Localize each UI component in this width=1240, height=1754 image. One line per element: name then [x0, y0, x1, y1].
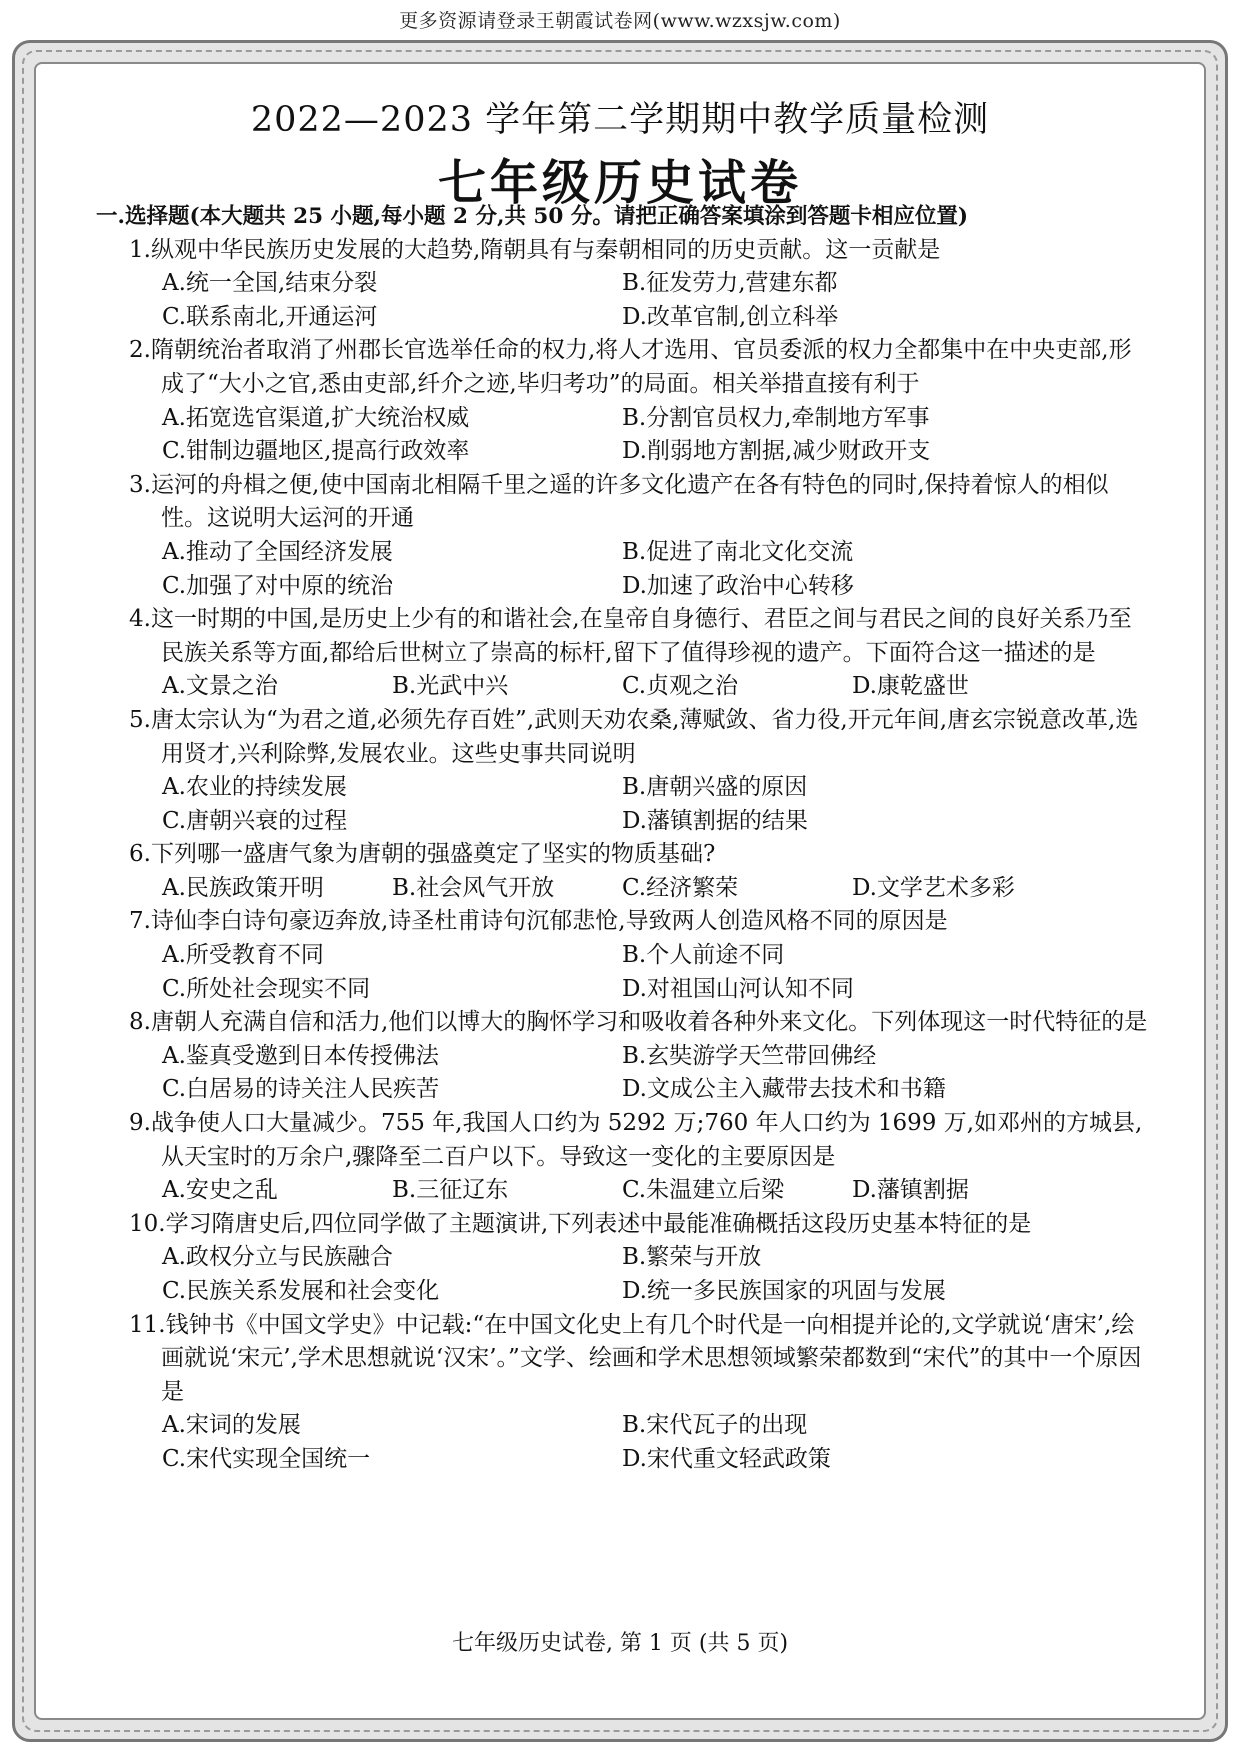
- option-a: A.宋词的发展: [162, 1412, 301, 1439]
- question-7: [96, 905, 1148, 1006]
- options-list: [96, 1241, 1148, 1308]
- question-6: [96, 838, 1148, 905]
- options-list: [96, 402, 1148, 469]
- question-stem: 8.唐朝人充满自信和活力,他们以博大的胸怀学习和吸收着各种外来文化。下列体现这一时代特征的是: [129, 1009, 1148, 1036]
- option-c: C.唐朝兴衰的过程: [162, 807, 348, 834]
- option-a: A.农业的持续发展: [162, 774, 347, 801]
- question-stem: 1.纵观中华民族历史发展的大趋势,隋朝具有与秦朝相同的历史贡献。这一贡献是: [129, 236, 941, 263]
- option-a: A.统一全国,结束分裂: [162, 270, 378, 297]
- question-5: [96, 704, 1148, 838]
- option-a: A.鉴真受邀到日本传授佛法: [162, 1042, 439, 1069]
- option-c: C.加强了对中原的统治: [162, 572, 394, 599]
- question-3: [96, 469, 1148, 603]
- options-list: [96, 536, 1148, 603]
- option-b: B.促进了南北文化交流: [622, 538, 854, 565]
- option-d: D.削弱地方割据,减少财政开支: [622, 438, 931, 465]
- question-4: [96, 603, 1148, 704]
- page-footer: 七年级历史试卷, 第 1 页 (共 5 页): [451, 1631, 789, 1656]
- option-c: C.白居易的诗关注人民疾苦: [162, 1076, 440, 1103]
- option-a: A.拓宽选官渠道,扩大统治权威: [162, 404, 470, 431]
- option-c: C.经济繁荣: [622, 874, 739, 901]
- option-c: C.联系南北,开通运河: [162, 303, 378, 330]
- question-1: [96, 234, 1148, 335]
- question-stem: 2.隋朝统治者取消了州郡长官选举任命的权力,将人才选用、官员委派的权力全都集中在中央吏部,形成了“大小之官,悉由吏部,纤介之迹,毕归考功”的局面。相关举措直接有利于: [129, 337, 1132, 397]
- option-a: A.民族政策开明: [162, 874, 324, 901]
- option-d: D.统一多民族国家的巩固与发展: [622, 1278, 946, 1304]
- option-c: C.民族关系发展和社会变化: [162, 1278, 440, 1304]
- question-stem: 3.运河的舟楫之便,使中国南北相隔千里之遥的许多文化遗产在各有特色的同时,保持着惊人的相似性。这说明大运河的开通: [129, 471, 1109, 532]
- exam-subtitle: 七年级历史试卷: [437, 155, 802, 211]
- option-c: C.贞观之治: [622, 673, 739, 700]
- options-list: [96, 939, 1148, 1006]
- options-list: [96, 771, 1148, 838]
- option-b: B.繁荣与开放: [622, 1244, 762, 1271]
- option-a: A.政权分立与民族融合: [162, 1244, 393, 1271]
- options-list: [96, 267, 1148, 334]
- option-c: C.宋代实现全国统一: [162, 1445, 371, 1472]
- question-stem: 7.诗仙李白诗句豪迈奔放,诗圣杜甫诗句沉郁悲怆,导致两人创造风格不同的原因是: [129, 908, 948, 935]
- option-b: B.唐朝兴盛的原因: [622, 774, 808, 801]
- question-11: [96, 1309, 1148, 1477]
- option-d: D.文学艺术多彩: [852, 874, 1015, 901]
- option-a: A.安史之乱: [162, 1177, 278, 1204]
- exam-title: 2022—2023 学年第二学期期中教学质量检测: [250, 100, 990, 140]
- options-list: [96, 1040, 1148, 1107]
- option-b: B.玄奘游学天竺带回佛经: [622, 1042, 877, 1069]
- source-note: 更多资源请登录王朝霞试卷网(www.wzxsjw.com): [399, 10, 841, 32]
- option-b: B.分割官员权力,牵制地方军事: [622, 404, 930, 431]
- option-d: D.文成公主入藏带去技术和书籍: [622, 1076, 946, 1103]
- option-a: A.推动了全国经济发展: [162, 538, 393, 565]
- question-10: [96, 1208, 1148, 1309]
- question-stem: 4.这一时期的中国,是历史上少有的和谐社会,在皇帝自身德行、君臣之间与君民之间的良好关系乃至民族关系等方面,都给后世树立了崇高的标杆,留下了值得珍视的遗产。下面符合这一描述的是: [129, 606, 1132, 666]
- question-stem: 10.学习隋唐史后,四位同学做了主题演讲,下列表述中最能准确概括这段历史基本特征的是: [129, 1210, 1032, 1237]
- option-b: B.光武中兴: [392, 673, 509, 700]
- option-a: A.文景之治: [162, 673, 278, 700]
- option-d: D.加速了政治中心转移: [622, 572, 854, 599]
- option-d: D.对祖国山河认知不同: [622, 975, 854, 1002]
- option-c: C.钳制边疆地区,提高行政效率: [162, 438, 470, 465]
- option-d: D.改革官制,创立科举: [622, 303, 839, 330]
- question-9: [96, 1107, 1148, 1208]
- section-heading: 一.选择题(本大题共 25 小题,每小题 2 分,共 50 分。请把正确答案填涂到答题卡相应位置): [96, 204, 969, 229]
- question-stem: 6.下列哪一盛唐气象为唐朝的强盛奠定了坚实的物质基础?: [129, 841, 716, 868]
- options-list: [96, 1409, 1148, 1476]
- option-a: A.所受教育不同: [162, 942, 324, 969]
- option-b: B.社会风气开放: [392, 874, 555, 901]
- option-d: D.康乾盛世: [852, 673, 969, 700]
- question-stem: 9.战争使人口大量减少。755 年,我国人口约为 5292 万;760 年人口约为 1699 万,如邓州的方城县,从天宝时的万余户,骤降至二百户以下。导致这一变化的主要原因是: [129, 1110, 1143, 1170]
- option-d: D.藩镇割据的结果: [622, 807, 808, 834]
- options-list: [96, 1174, 1148, 1208]
- question-8: [96, 1006, 1148, 1107]
- option-b: B.征发劳力,营建东都: [622, 270, 838, 297]
- option-b: B.宋代瓦子的出现: [622, 1412, 808, 1439]
- options-list: [96, 872, 1148, 906]
- option-b: B.个人前途不同: [622, 942, 785, 969]
- question-stem: 11.钱钟书《中国文学史》中记载:“在中国文化史上有几个时代是一向相提并论的,文学就说‘唐宋’,绘画就说‘宋元’,学术思想就说‘汉宋’。”文学、绘画和学术思想领域繁荣都数到“宋代”的其中一个原因是: [129, 1311, 1142, 1405]
- option-d: D.宋代重文轻武政策: [622, 1445, 831, 1472]
- options-list: [96, 670, 1148, 704]
- question-2: [96, 334, 1148, 468]
- option-b: B.三征辽东: [392, 1177, 509, 1204]
- option-d: D.藩镇割据: [852, 1177, 969, 1204]
- question-content: [96, 200, 1148, 1477]
- option-c: C.朱温建立后梁: [622, 1177, 785, 1204]
- question-stem: 5.唐太宗认为“为君之道,必须先存百姓”,武则天劝农桑,薄赋敛、省力役,开元年间,唐玄宗锐意改革,选用贤才,兴利除弊,发展农业。这些史事共同说明: [129, 706, 1139, 767]
- option-c: C.所处社会现实不同: [162, 975, 371, 1002]
